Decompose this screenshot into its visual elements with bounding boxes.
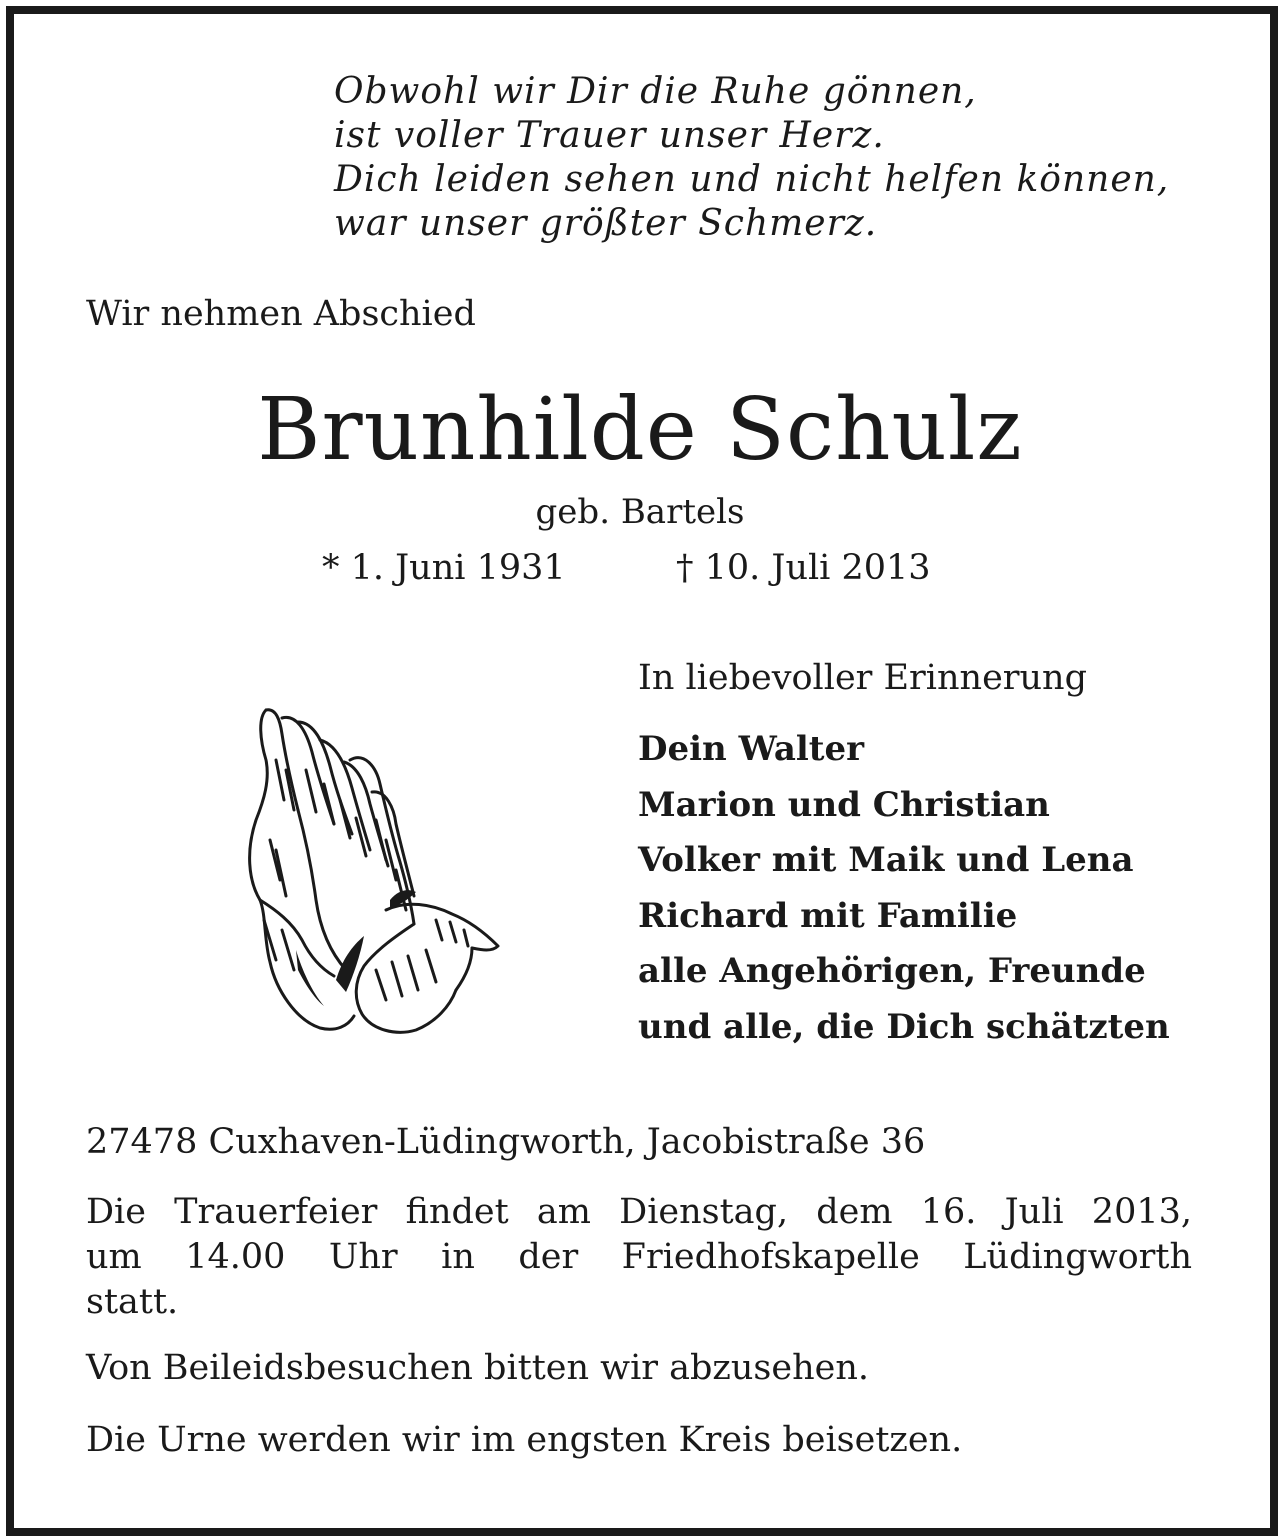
mourner-line: Richard mit Familie	[638, 895, 1018, 936]
urn-burial-note: Die Urne werden wir im engsten Kreis beisetzen.	[86, 1420, 963, 1460]
mourner-line: Volker mit Maik und Lena	[638, 840, 1134, 880]
poem-line: ist voller Trauer unser Herz.	[334, 115, 885, 156]
poem	[334, 70, 1169, 246]
family-address: 27478 Cuxhaven-Lüdingworth, Jacobistraße 36	[86, 1122, 926, 1162]
intro-text: Wir nehmen Abschied	[86, 294, 476, 334]
memorial-heading: In liebevoller Erinnerung	[638, 658, 1088, 698]
service-line: statt.	[86, 1282, 179, 1322]
funeral-service-notice	[86, 1190, 1192, 1325]
death-date: † 10. Juli 2013	[676, 548, 931, 588]
mourner-line: alle Angehörigen, Freunde	[638, 951, 1146, 991]
service-line: Die Trauerfeier findet am Dienstag, dem 16. Juli 2013,	[86, 1192, 1192, 1232]
mourner-line: Marion und Christian	[638, 784, 1050, 825]
poem-line: Obwohl wir Dir die Ruhe gönnen,	[334, 71, 977, 112]
praying-hands-icon	[236, 700, 506, 1036]
deceased-name: Brunhilde Schulz	[257, 380, 1023, 480]
poem-line: Dich leiden sehen und nicht helfen können,	[334, 159, 1170, 200]
maiden-name: geb. Bartels	[535, 492, 745, 532]
birth-date: * 1. Juni 1931	[322, 548, 566, 588]
poem-line: war unser größter Schmerz.	[334, 203, 878, 244]
mourner-line: und alle, die Dich schätzten	[638, 1006, 1170, 1047]
mourners-list	[638, 722, 1170, 1055]
condolence-visits-note: Von Beileidsbesuchen bitten wir abzusehen.	[86, 1348, 870, 1388]
mourner-line: Dein Walter	[638, 729, 865, 769]
service-line: um 14.00 Uhr in der Friedhofskapelle Lüdingworth	[86, 1237, 1192, 1277]
